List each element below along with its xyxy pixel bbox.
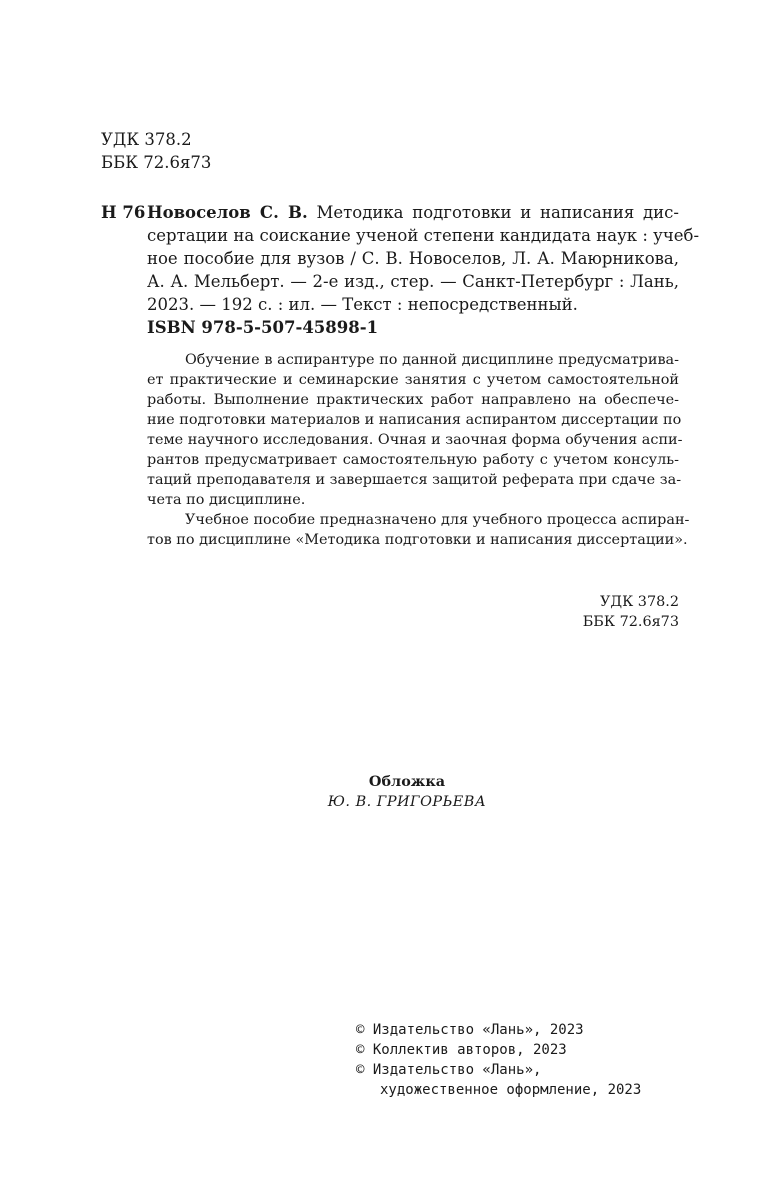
annotation (147, 350, 690, 550)
copyright-line: © Коллектив авторов, 2023 (356, 1042, 567, 1058)
udk-code: УДК 378.2 (101, 130, 192, 149)
bbk-code: ББК 72.6я73 (101, 153, 212, 172)
classification-block-bottom (583, 592, 679, 632)
annotation-line: теме научного исследования. Очная и заочная форма обучения аспи- (147, 432, 683, 448)
udk-code-bottom: УДК 378.2 (599, 594, 679, 610)
biblio-line: А. А. Мельберт. — 2-е изд., стер. — Санкт-Петербург : Лань, (147, 272, 679, 291)
isbn: ISBN 978-5-507-45898-1 (147, 318, 379, 337)
annotation-line: тов по дисциплине «Методика подготовки и написания диссертации». (147, 532, 688, 548)
annotation-line: ет практические и семинарские занятия с учетом самостоятельной (147, 372, 679, 388)
cover-label: Обложка (368, 773, 446, 790)
annotation-line: таций преподавателя и завершается защитой реферата при сдаче за- (147, 472, 682, 488)
author-mark: Н 76 (101, 203, 146, 222)
annotation-line: ние подготовки материалов и написания аспирантом диссертации по (147, 412, 682, 428)
copyright-line-continued: художественное оформление, 2023 (380, 1082, 642, 1098)
biblio-line: Новоселов С. В. Методика подготовки и написания дис- (147, 203, 679, 222)
classification-block-top (101, 128, 211, 174)
cover-designer: Ю. В. ГРИГОРЬЕВА (327, 794, 487, 810)
biblio-line: ное пособие для вузов / С. В. Новоселов, Л. А. Маюрникова, (147, 249, 679, 268)
copyright-block (356, 1020, 641, 1100)
biblio-line: 2023. — 192 с. : ил. — Текст : непосредственный. (147, 295, 578, 314)
annotation-line: Обучение в аспирантуре по данной дисциплине предусматрива- (185, 352, 679, 368)
cover-credit (0, 771, 768, 813)
bibliographic-description (147, 201, 700, 316)
copyright-line: © Издательство «Лань», (356, 1062, 542, 1078)
biblio-line: сертации на соискание ученой степени кандидата наук : учеб- (147, 226, 700, 245)
annotation-line: работы. Выполнение практических работ направлено на обеспече- (147, 392, 679, 408)
annotation-line: чета по дисциплине. (147, 492, 306, 508)
annotation-line: Учебное пособие предназначено для учебного процесса аспиран- (185, 512, 690, 528)
author-name: Новоселов С. В. (147, 203, 308, 222)
bbk-code-bottom: ББК 72.6я73 (582, 614, 679, 630)
copyright-line: © Издательство «Лань», 2023 (356, 1022, 584, 1038)
annotation-line: рантов предусматривает самостоятельную работу с учетом консуль- (147, 452, 679, 468)
